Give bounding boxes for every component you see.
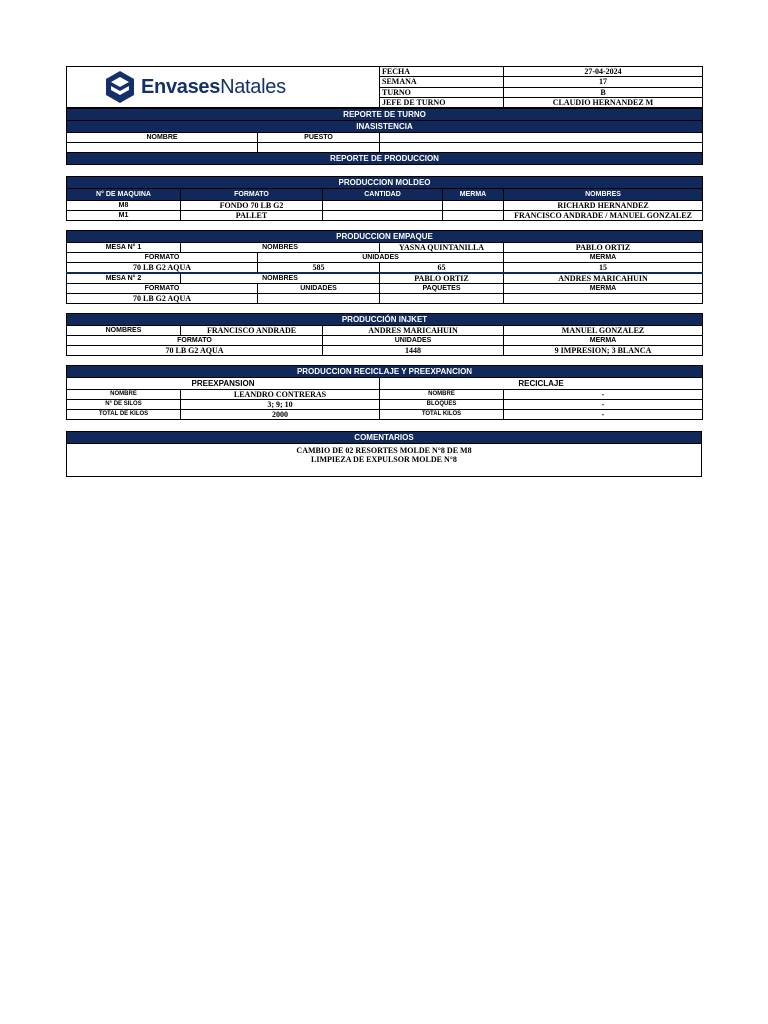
fecha-value: 27-04-2024 [504,67,703,77]
reporte-turno-table [66,108,703,165]
turno-value: B [504,87,703,97]
mesa-2-formato-value: 70 LB G2 AQUA [67,294,258,304]
empaque-title: PRODUCCION EMPAQUE [67,231,703,243]
mesa-2-paquetes-header: PAQUETES [380,284,504,294]
empty-cell [380,143,703,153]
moldeo-col-maquina: N° DE MAQUINA [67,189,181,201]
formato-cell: FONDO 70 LB G2 [181,201,323,211]
moldeo-title: PRODUCCION MOLDEO [67,177,703,189]
mesa-2-label: MESA N° 2 [67,273,181,284]
reciclaje-title: PRODUCCION RECICLAJE Y PREEXPANCION [67,366,703,378]
mesa-1-nombre-1: YASNA QUINTANILLA [380,243,504,253]
injket-nombres-label: NOMBRES [67,326,181,336]
mesa-1-unidades-value: 585 [258,263,380,274]
semana-label: SEMANA [380,77,504,87]
injket-title: PRODUCCIÓN INJKET [67,314,703,326]
nombre-header: NOMBRE [67,133,258,143]
reporte-turno-title: REPORTE DE TURNO [67,109,703,121]
mesa-1-label: MESA N° 1 [67,243,181,253]
mesa-2-nombres-label: NOMBRES [181,273,380,284]
reciclaje-subtitle: RECICLAJE [380,378,703,390]
moldeo-col-nombres: NOMBRES [504,189,703,201]
comentarios-body [67,444,702,477]
preexpansion-title: PREEXPANSION [67,378,380,390]
puesto-header: PUESTO [258,133,380,143]
logo-cell [67,67,380,108]
rec-nombre-value: - [504,390,703,400]
merma-cell [443,201,504,211]
mesa-2-nombre-2: ANDRES MARICAHUIN [504,273,703,284]
rec-bloques-value: - [504,400,703,410]
injket-nombre-3: MANUEL GONZALEZ [504,326,703,336]
empaque-table [66,230,703,304]
moldeo-col-cantidad: CANTIDAD [323,189,443,201]
comentarios-table [66,431,702,477]
mesa-2-merma-value [504,294,703,304]
jefe-turno-value: CLAUDIO HERNANDEZ M [504,97,703,107]
empty-cell [258,143,380,153]
injket-table [66,313,703,356]
rec-kilos-value: - [504,410,703,420]
injket-unidades-value: 1448 [323,346,504,356]
mesa-2-paquetes-value [380,294,504,304]
mesa-1-unidades-header: UNIDADES [258,253,504,263]
envases-logo-icon [105,70,135,104]
pre-silos-value: 3; 9; 10 [181,400,380,410]
merma-cell [443,211,504,221]
maquina-cell: M8 [67,201,181,211]
shift-report-sheet [66,66,702,477]
mesa-2-nombre-1: PABLO ORTIZ [380,273,504,284]
maquina-cell: M1 [67,211,181,221]
injket-unidades-header: UNIDADES [323,336,504,346]
inasistencia-title: INASISTENCIA [67,121,703,133]
injket-formato-value: 70 LB G2 AQUA [67,346,323,356]
cantidad-cell [323,201,443,211]
reciclaje-table [66,365,703,420]
pre-nombre-value: LEANDRO CONTRERAS [181,390,380,400]
rec-bloques-label: BLOQUES [380,400,504,410]
reporte-produccion-title: REPORTE DE PRODUCCION [67,153,703,165]
comentarios-title: COMENTARIOS [67,432,702,444]
mesa-2-unidades-value [258,294,380,304]
moldeo-table [66,176,703,221]
formato-cell: PALLET [181,211,323,221]
table-row [67,201,703,211]
empty-cell [380,133,703,143]
table-row [67,211,703,221]
injket-merma-value: 9 IMPRESION; 3 BLANCA [504,346,703,356]
injket-formato-header: FORMATO [67,336,323,346]
mesa-1-merma-header: MERMA [504,253,703,263]
mesa-1-nombres-label: NOMBRES [181,243,380,253]
injket-nombre-2: ANDRES MARICAHUIN [323,326,504,336]
mesa-2-formato-header: FORMATO [67,284,258,294]
mesa-2-unidades-header: UNIDADES [258,284,380,294]
mesa-1-merma-value: 15 [504,263,703,274]
pre-kilos-label: TOTAL DE KILOS [67,410,181,420]
rec-kilos-label: TOTAL KILOS [380,410,504,420]
empty-cell [67,143,258,153]
comentario-line: LIMPIEZA DE EXPULSOR MOLDE N°8 [311,455,457,464]
mesa-1-formato-header: FORMATO [67,253,258,263]
nombres-cell: RICHARD HERNANDEZ [504,201,703,211]
jefe-turno-label: JEFE DE TURNO [380,97,504,107]
injket-nombre-1: FRANCISCO ANDRADE [181,326,323,336]
mesa-1-formato-value: 70 LB G2 AQUA [67,263,258,274]
mesa-1-paquetes-value: 65 [380,263,504,274]
rec-nombre-label: NOMBRE [380,390,504,400]
moldeo-col-merma: MERMA [443,189,504,201]
mesa-1-nombre-2: PABLO ORTIZ [504,243,703,253]
nombres-cell: FRANCISCO ANDRADE / MANUEL GONZALEZ [504,211,703,221]
turno-label: TURNO [380,87,504,97]
brand-name: EnvasesNatales [141,75,286,98]
report-header [66,66,703,108]
comentario-line: CAMBIO DE 02 RESORTES MOLDE N°8 DE M8 [296,446,472,455]
moldeo-col-formato: FORMATO [181,189,323,201]
pre-kilos-value: 2000 [181,410,380,420]
fecha-label: FECHA [380,67,504,77]
pre-nombre-label: NOMBRE [67,390,181,400]
injket-merma-header: MERMA [504,336,703,346]
company-logo [105,70,377,104]
mesa-2-merma-header: MERMA [504,284,703,294]
semana-value: 17 [504,77,703,87]
cantidad-cell [323,211,443,221]
pre-silos-label: N° DE SILOS [67,400,181,410]
